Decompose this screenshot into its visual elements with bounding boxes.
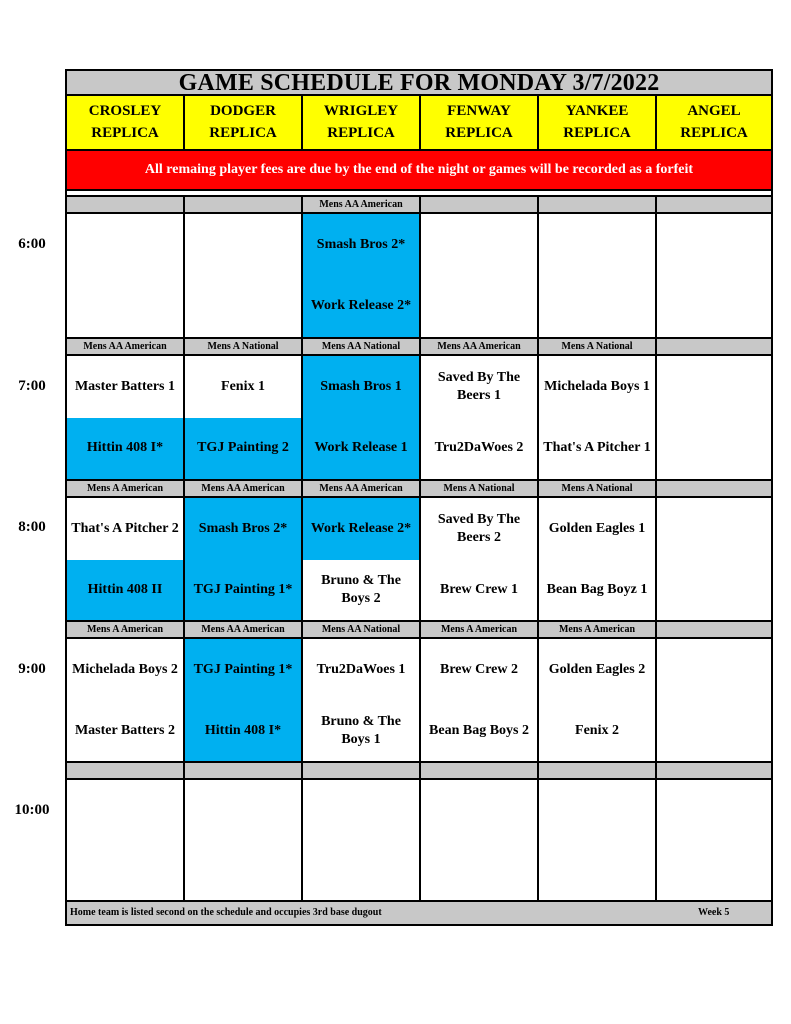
field-column-cell: [303, 214, 421, 337]
game-team-cell: Bean Bag Boyz 1: [546, 582, 648, 598]
game-team-cell: Brew Crew 1: [439, 582, 519, 598]
division-label-row: [67, 337, 771, 356]
field-column-cell: [303, 498, 421, 621]
game-team-cell: Work Release 2*: [303, 498, 419, 560]
field-header-wrigley: [303, 96, 421, 151]
division-label: [539, 197, 657, 212]
game-team-cell: Michelada Boys 2: [72, 661, 178, 677]
time-label: 8:00: [18, 519, 46, 535]
field-column-cell: [539, 639, 657, 762]
game-team-cell: [185, 842, 301, 904]
game-team-cell: [185, 780, 301, 842]
game-team-cell: Saved By The Beers 1: [437, 369, 521, 403]
field-column-cell: [185, 214, 303, 337]
division-label-row: [67, 620, 771, 639]
field-name: YANKEE: [565, 102, 629, 119]
game-team-cell: [67, 214, 183, 276]
game-team-cell: Bean Bag Boys 2: [429, 723, 529, 739]
game-team-cell: [539, 842, 655, 904]
game-team-cell: Golden Eagles 1: [548, 520, 646, 536]
division-label: [67, 197, 185, 212]
game-team-cell: Golden Eagles 2: [548, 661, 646, 677]
game-team-cell: [67, 276, 183, 338]
division-label: [67, 763, 185, 778]
time-label: 9:00: [18, 661, 46, 677]
game-team-cell: Saved By The Beers 2: [437, 511, 521, 545]
game-team-cell: That's A Pitcher 1: [543, 440, 651, 456]
division-label: [303, 763, 421, 778]
division-label: [657, 339, 771, 354]
game-team-cell: [657, 842, 771, 904]
division-label: Mens A American: [67, 622, 185, 637]
division-label: Mens A American: [539, 622, 657, 637]
field-column-cell: [303, 780, 421, 903]
field-column-cell: [421, 214, 539, 337]
footer-note: Home team is listed second on the schedule and occupies 3rd base dugout: [70, 907, 382, 918]
division-label: [421, 197, 539, 212]
week-label: Week 5: [698, 907, 730, 918]
game-team-cell: Work Release 2*: [303, 276, 419, 338]
time-label: 10:00: [14, 802, 50, 818]
field-column-cell: [657, 780, 771, 903]
division-label: [657, 763, 771, 778]
field-column-cell: [421, 639, 539, 762]
field-column-cell: [421, 498, 539, 621]
division-label: [539, 763, 657, 778]
game-team-cell: [657, 214, 771, 276]
game-team-cell: [421, 842, 537, 904]
game-team-cell: [657, 356, 771, 418]
game-team-cell: Fenix 2: [575, 723, 619, 739]
field-header-angel: [657, 96, 771, 151]
game-team-cell: Fenix 1: [221, 378, 265, 394]
game-team-cell: Work Release 1: [303, 418, 419, 480]
field-name: FENWAY: [447, 102, 511, 119]
field-column-cell: [539, 214, 657, 337]
time-slot-row: [67, 356, 771, 479]
field-type: REPLICA: [563, 125, 631, 142]
field-column-cell: [539, 780, 657, 903]
game-team-cell: [657, 639, 771, 701]
field-type: REPLICA: [91, 125, 159, 142]
game-team-cell: Hittin 408 II: [67, 560, 183, 622]
fee-notice-banner: All remaing player fees are due by the end of the night or games will be recorded as a forfeit: [67, 151, 771, 191]
field-name: WRIGLEY: [323, 102, 399, 119]
field-name: ANGEL: [687, 102, 741, 119]
game-team-cell: [421, 214, 537, 276]
game-team-cell: Master Batters 2: [74, 723, 176, 739]
field-type: REPLICA: [209, 125, 277, 142]
division-label: Mens A National: [539, 481, 657, 496]
game-team-cell: [539, 276, 655, 338]
field-column-cell: [185, 780, 303, 903]
field-column-cell: [657, 214, 771, 337]
division-label: Mens A National: [185, 339, 303, 354]
field-column-cell: [539, 356, 657, 479]
game-team-cell: Hittin 408 I*: [185, 701, 301, 763]
field-header-fenway: [421, 96, 539, 151]
field-column-cell: [539, 498, 657, 621]
division-label-row: [67, 195, 771, 214]
game-team-cell: [185, 276, 301, 338]
game-team-cell: [657, 780, 771, 842]
time-slot-row: [67, 498, 771, 621]
game-team-cell: Tru2DaWoes 1: [316, 661, 406, 677]
time-slot-row: [67, 639, 771, 762]
field-column-cell: [185, 498, 303, 621]
game-team-cell: [67, 780, 183, 842]
field-column-cell: [303, 356, 421, 479]
division-label-row: [67, 479, 771, 498]
game-team-cell: [539, 214, 655, 276]
game-team-cell: Master Batters 1: [74, 378, 176, 394]
game-team-cell: [657, 498, 771, 560]
field-column-cell: [657, 356, 771, 479]
game-team-cell: That's A Pitcher 2: [71, 520, 179, 536]
time-slot-row: [67, 214, 771, 337]
game-team-cell: Bruno & The Boys 1: [321, 714, 401, 748]
field-type: REPLICA: [680, 125, 748, 142]
division-label: Mens AA American: [185, 622, 303, 637]
field-header-dodger: [185, 96, 303, 151]
division-label: [421, 763, 539, 778]
game-team-cell: TGJ Painting 2: [185, 418, 301, 480]
division-label: [185, 763, 303, 778]
game-team-cell: TGJ Painting 1*: [185, 560, 301, 622]
field-header-yankee: [539, 96, 657, 151]
field-column-cell: [657, 639, 771, 762]
field-type: REPLICA: [445, 125, 513, 142]
game-team-cell: [185, 214, 301, 276]
field-header-crosley: [67, 96, 185, 151]
game-team-cell: [539, 780, 655, 842]
time-label: 7:00: [18, 378, 46, 394]
game-team-cell: Tru2DaWoes 2: [434, 440, 524, 456]
game-team-cell: [67, 842, 183, 904]
game-team-cell: [657, 701, 771, 763]
schedule-sheet: [65, 69, 773, 926]
game-team-cell: TGJ Painting 1*: [185, 639, 301, 701]
division-label: Mens AA American: [421, 339, 539, 354]
game-team-cell: [657, 276, 771, 338]
footer-bar: [67, 900, 771, 924]
game-team-cell: Hittin 408 I*: [67, 418, 183, 480]
division-label: Mens AA American: [67, 339, 185, 354]
field-header-row: [67, 96, 771, 151]
time-label: 6:00: [18, 236, 46, 252]
field-column-cell: [657, 498, 771, 621]
game-team-cell: Smash Bros 2*: [303, 214, 419, 276]
time-slot-row: [67, 780, 771, 903]
field-column-cell: [67, 780, 185, 903]
game-team-cell: Smash Bros 2*: [185, 498, 301, 560]
game-team-cell: [421, 276, 537, 338]
division-label: [657, 197, 771, 212]
division-label: [657, 622, 771, 637]
division-label: Mens A National: [421, 481, 539, 496]
division-label: Mens AA American: [303, 197, 421, 212]
field-column-cell: [67, 498, 185, 621]
division-label: Mens A American: [421, 622, 539, 637]
field-column-cell: [185, 356, 303, 479]
game-team-cell: Smash Bros 1: [303, 356, 419, 418]
field-column-cell: [67, 214, 185, 337]
division-label: Mens A National: [539, 339, 657, 354]
division-label: Mens A American: [67, 481, 185, 496]
schedule-title: GAME SCHEDULE FOR MONDAY 3/7/2022: [67, 71, 771, 96]
game-team-cell: [657, 418, 771, 480]
division-label: [185, 197, 303, 212]
field-column-cell: [67, 639, 185, 762]
game-team-cell: Michelada Boys 1: [544, 378, 650, 394]
game-team-cell: Bruno & The Boys 2: [321, 573, 401, 607]
field-column-cell: [421, 780, 539, 903]
game-team-cell: [303, 780, 419, 842]
field-column-cell: [185, 639, 303, 762]
field-name: DODGER: [210, 102, 276, 119]
game-team-cell: [421, 780, 537, 842]
field-column-cell: [303, 639, 421, 762]
game-team-cell: Brew Crew 2: [439, 661, 519, 677]
field-type: REPLICA: [327, 125, 395, 142]
field-name: CROSLEY: [88, 102, 162, 119]
division-label-row: [67, 761, 771, 780]
division-label: Mens AA National: [303, 339, 421, 354]
division-label: Mens AA American: [303, 481, 421, 496]
division-label: Mens AA National: [303, 622, 421, 637]
game-team-cell: [303, 842, 419, 904]
division-label: [657, 481, 771, 496]
division-label: Mens AA American: [185, 481, 303, 496]
game-team-cell: [657, 560, 771, 622]
field-column-cell: [421, 356, 539, 479]
field-column-cell: [67, 356, 185, 479]
